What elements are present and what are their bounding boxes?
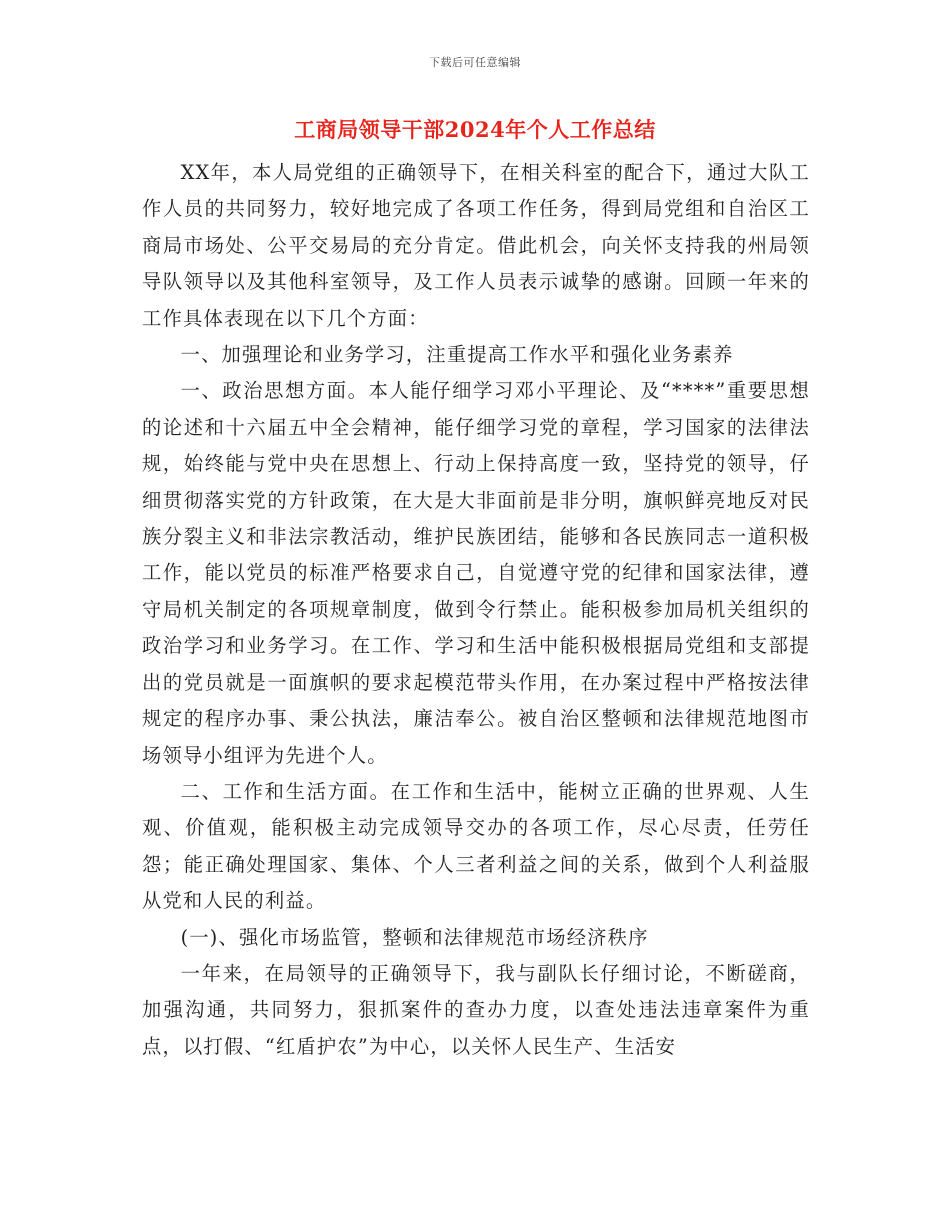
document-title: 工商局领导干部2024年个人工作总结: [294, 117, 656, 142]
document-body: [142, 155, 810, 1065]
paragraph-political: 一、政治思想方面。本人能仔细学习邓小平理论、及“****”重要思想的论述和十六届五中全会精神，能仔细学习党的章程，学习国家的法律法规，始终能与党中央在思想上、行动上保持高度一致，坚持党的领导，仔细贯彻落实党的方针政策，在大是大非面前是非分明，旗帜鲜亮地反对民族分裂主义和非法宗教活动，维护民族团结，能够和各民族同志一道积极工作，能以党员的标准严格要求自己，自觉遵守党的纪律和国家法律，遵守局机关制定的各项规章制度，做到令行禁止。能积极参加局机关组织的政治学习和业务学习。在工作、学习和生活中能积极根据局党组和支部提出的党员就是一面旗帜的要求起模范带头作用，在办案过程中严格按法律规定的程序办事、秉公执法，廉洁奉公。被自治区整顿和法律规范地图市场领导小组评为先进个人。: [142, 379, 810, 767]
section-heading-2: (一)、强化市场监管，整顿和法律规范市场经济秩序: [180, 925, 649, 949]
header-note: 下载后可任意编辑: [429, 56, 521, 69]
paragraph-market: 一年来，在局领导的正确领导下，我与副队长仔细讨论，不断磋商，加强沟通，共同努力，狠抓案件的查办力度，以查处违法违章案件为重点，以打假、“红盾护农”为中心，以关怀人民生产、生活安: [142, 961, 810, 1058]
paragraph-intro: XX年，本人局党组的正确领导下，在相关科室的配合下，通过大队工作人员的共同努力，较好地完成了各项工作任务，得到局党组和自治区工商局市场处、公平交易局的充分肯定。借此机会，向关怀支持我的州局领导队领导以及其他科室领导，及工作人员表示诚挚的感谢。回顾一年来的工作具体表现在以下几个方面：: [142, 161, 810, 330]
paragraph-work-life: 二、工作和生活方面。在工作和生活中，能树立正确的世界观、人生观、价值观，能积极主动完成领导交办的各项工作，尽心尽责，任劳任怨；能正确处理国家、集体、个人三者利益之间的关系，做到个人利益服从党和人民的利益。: [142, 779, 810, 913]
section-heading-1: 一、加强理论和业务学习，注重提高工作水平和强化业务素养: [180, 343, 734, 367]
